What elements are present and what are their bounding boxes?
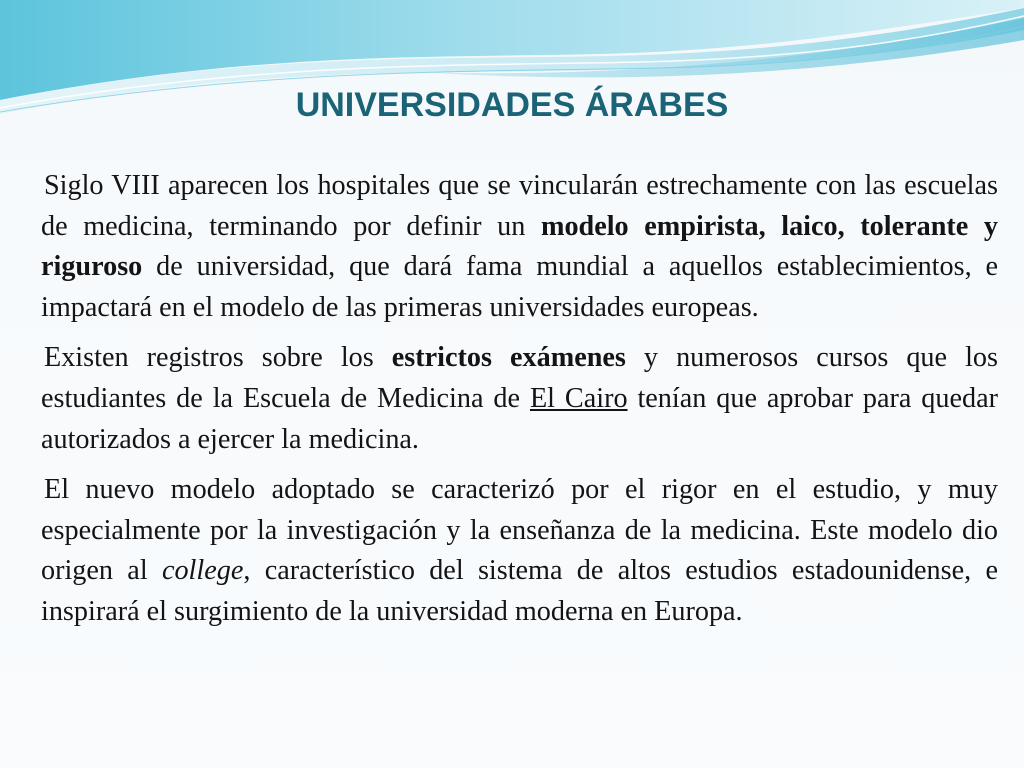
bold-phrase: modelo empirista, laico, tolerante y riguroso [41,210,998,283]
slide-title: UNIVERSIDADES ÁRABES [295,86,729,124]
paragraph-text: Existen registros sobre los [44,342,392,374]
paragraph-text: El nuevo modelo adoptado se caracterizó por el rigor en el estudio, y muy especialmente por la investigación y la enseñanza de la medicina. Este modelo dio origen al [41,474,998,587]
italic-term: college [161,555,244,587]
paragraph-exams [41,338,998,460]
bold-phrase: estrictos exámenes [391,342,626,374]
paragraph-text: , característico del sistema de altos estudios estadounidense, e inspirará el surgimiento de la universidad moderna en Europa. [41,555,998,627]
el-cairo-link[interactable]: El Cairo [529,382,628,414]
paragraph-text: y numerosos cursos que los estudiantes de la Escuela de Medicina de [41,342,998,414]
paragraph-hospitals [41,166,998,328]
paragraph-text: Siglo VIII aparecen los hospitales que se vincularán estrechamente con las escuelas de medicina, terminando por definir un [41,170,998,242]
slide-body [41,166,998,643]
paragraph-model [41,470,998,632]
paragraph-text: de universidad, que dará fama mundial a aquellos establecimientos, e impactará en el modelo de las primeras universidades europeas. [41,251,998,323]
paragraph-text: tenían que aprobar para quedar autorizados a ejercer la medicina. [41,382,998,455]
